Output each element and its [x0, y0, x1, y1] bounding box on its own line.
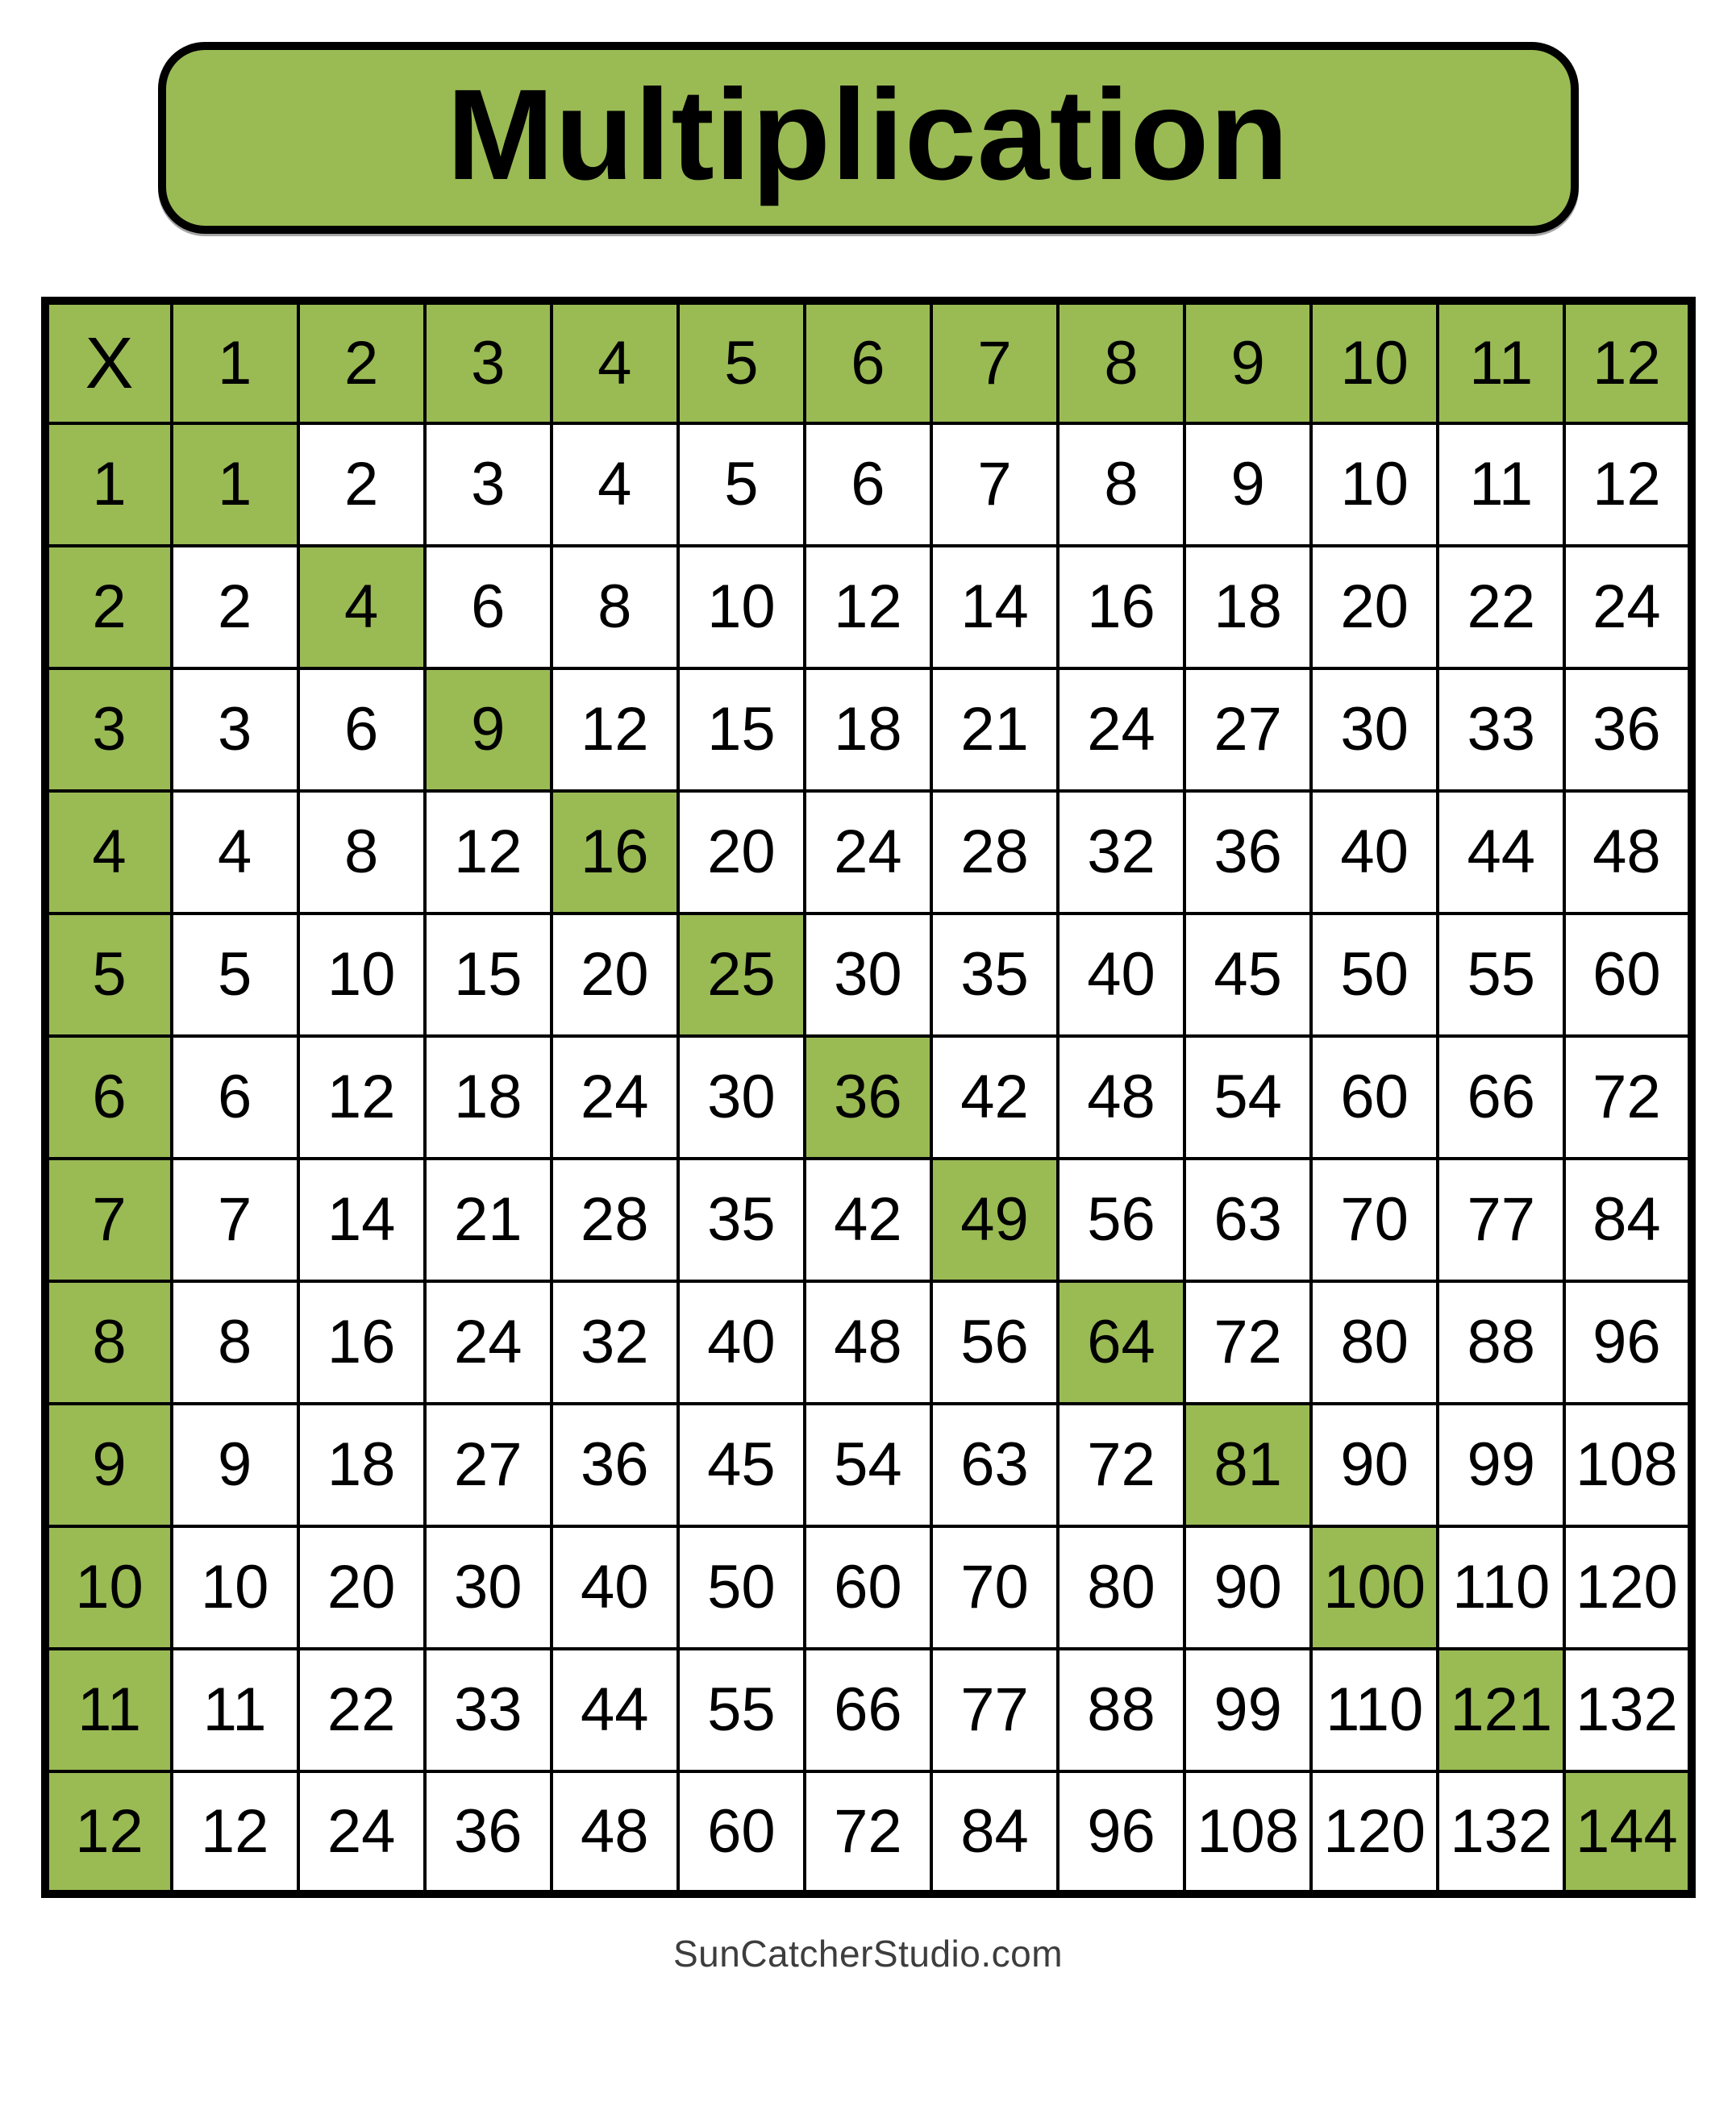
product-cell: 45: [678, 1404, 805, 1526]
product-cell: 72: [1564, 1036, 1691, 1159]
product-cell: 70: [1311, 1159, 1438, 1281]
product-cell: 12: [172, 1771, 298, 1894]
product-cell: 30: [1311, 668, 1438, 791]
product-cell: 72: [805, 1771, 931, 1894]
product-cell: 77: [1438, 1159, 1564, 1281]
product-cell: 27: [1184, 668, 1311, 791]
product-cell: 40: [678, 1281, 805, 1404]
product-cell: 15: [678, 668, 805, 791]
product-cell: 110: [1311, 1649, 1438, 1771]
product-cell: 60: [1311, 1036, 1438, 1159]
product-cell: 20: [1311, 546, 1438, 668]
footer-credit: SunCatcherStudio.com: [672, 1933, 1064, 1975]
product-cell: 50: [678, 1526, 805, 1649]
product-cell: 100: [1311, 1526, 1438, 1649]
product-cell: 25: [678, 914, 805, 1036]
row-header-cell: 6: [45, 1036, 172, 1159]
product-cell: 12: [425, 791, 552, 914]
product-cell: 49: [931, 1159, 1058, 1281]
product-cell: 50: [1311, 914, 1438, 1036]
product-cell: 30: [805, 914, 931, 1036]
col-header-cell: 6: [805, 301, 931, 423]
product-cell: 4: [552, 423, 678, 546]
row-header-cell: 12: [45, 1771, 172, 1894]
product-cell: 40: [1058, 914, 1184, 1036]
product-cell: 44: [552, 1649, 678, 1771]
product-cell: 81: [1184, 1404, 1311, 1526]
table-row: [45, 914, 1692, 1036]
product-cell: 72: [1184, 1281, 1311, 1404]
product-cell: 63: [1184, 1159, 1311, 1281]
product-cell: 20: [678, 791, 805, 914]
page-title: Multiplication: [446, 62, 1289, 206]
product-cell: 108: [1184, 1771, 1311, 1894]
table-row: [45, 1036, 1692, 1159]
product-cell: 12: [805, 546, 931, 668]
product-cell: 48: [1058, 1036, 1184, 1159]
product-cell: 3: [425, 423, 552, 546]
product-cell: 99: [1184, 1649, 1311, 1771]
product-cell: 18: [425, 1036, 552, 1159]
table-row: [45, 791, 1692, 914]
product-cell: 16: [552, 791, 678, 914]
product-cell: 24: [1564, 546, 1691, 668]
product-cell: 80: [1058, 1526, 1184, 1649]
row-header-cell: 7: [45, 1159, 172, 1281]
product-cell: 6: [172, 1036, 298, 1159]
product-cell: 32: [552, 1281, 678, 1404]
product-cell: 96: [1564, 1281, 1691, 1404]
product-cell: 48: [552, 1771, 678, 1894]
col-header-cell: 12: [1564, 301, 1691, 423]
product-cell: 1: [172, 423, 298, 546]
product-cell: 22: [1438, 546, 1564, 668]
col-header-cell: 7: [931, 301, 1058, 423]
title-banner: [158, 42, 1579, 234]
product-cell: 8: [298, 791, 425, 914]
row-header-cell: 11: [45, 1649, 172, 1771]
product-cell: 40: [552, 1526, 678, 1649]
product-cell: 32: [1058, 791, 1184, 914]
product-cell: 6: [425, 546, 552, 668]
product-cell: 64: [1058, 1281, 1184, 1404]
product-cell: 90: [1184, 1526, 1311, 1649]
product-cell: 8: [172, 1281, 298, 1404]
product-cell: 30: [678, 1036, 805, 1159]
col-header-cell: 8: [1058, 301, 1184, 423]
product-cell: 9: [1184, 423, 1311, 546]
product-cell: 96: [1058, 1771, 1184, 1894]
row-header-cell: 5: [45, 914, 172, 1036]
col-header-cell: 1: [172, 301, 298, 423]
product-cell: 8: [1058, 423, 1184, 546]
product-cell: 63: [931, 1404, 1058, 1526]
col-header-cell: 4: [552, 301, 678, 423]
product-cell: 36: [425, 1771, 552, 1894]
product-cell: 90: [1311, 1404, 1438, 1526]
product-cell: 18: [1184, 546, 1311, 668]
product-cell: 55: [1438, 914, 1564, 1036]
table-row: [45, 1771, 1692, 1894]
col-header-cell: 10: [1311, 301, 1438, 423]
product-cell: 35: [678, 1159, 805, 1281]
product-cell: 10: [1311, 423, 1438, 546]
product-cell: 99: [1438, 1404, 1564, 1526]
product-cell: 24: [425, 1281, 552, 1404]
row-header-cell: 4: [45, 791, 172, 914]
product-cell: 48: [805, 1281, 931, 1404]
product-cell: 56: [931, 1281, 1058, 1404]
table-row: [45, 1526, 1692, 1649]
col-header-cell: 2: [298, 301, 425, 423]
product-cell: 36: [1564, 668, 1691, 791]
product-cell: 55: [678, 1649, 805, 1771]
product-cell: 9: [425, 668, 552, 791]
row-header-cell: 2: [45, 546, 172, 668]
col-header-cell: 5: [678, 301, 805, 423]
product-cell: 12: [552, 668, 678, 791]
table-header-row: [45, 301, 1692, 423]
product-cell: 77: [931, 1649, 1058, 1771]
product-cell: 36: [1184, 791, 1311, 914]
multiplication-table: [41, 297, 1696, 1898]
product-cell: 28: [552, 1159, 678, 1281]
table-row: [45, 1404, 1692, 1526]
product-cell: 54: [805, 1404, 931, 1526]
product-cell: 27: [425, 1404, 552, 1526]
product-cell: 42: [805, 1159, 931, 1281]
product-cell: 5: [172, 914, 298, 1036]
col-header-cell: 11: [1438, 301, 1564, 423]
product-cell: 24: [298, 1771, 425, 1894]
product-cell: 120: [1311, 1771, 1438, 1894]
product-cell: 12: [1564, 423, 1691, 546]
product-cell: 36: [552, 1404, 678, 1526]
row-header-cell: 8: [45, 1281, 172, 1404]
product-cell: 54: [1184, 1036, 1311, 1159]
product-cell: 66: [805, 1649, 931, 1771]
product-cell: 70: [931, 1526, 1058, 1649]
product-cell: 16: [1058, 546, 1184, 668]
product-cell: 84: [1564, 1159, 1691, 1281]
product-cell: 42: [931, 1036, 1058, 1159]
product-cell: 132: [1564, 1649, 1691, 1771]
product-cell: 144: [1564, 1771, 1691, 1894]
product-cell: 24: [1058, 668, 1184, 791]
product-cell: 24: [552, 1036, 678, 1159]
product-cell: 44: [1438, 791, 1564, 914]
row-header-cell: 1: [45, 423, 172, 546]
product-cell: 15: [425, 914, 552, 1036]
product-cell: 21: [425, 1159, 552, 1281]
product-cell: 2: [298, 423, 425, 546]
product-cell: 33: [1438, 668, 1564, 791]
product-cell: 5: [678, 423, 805, 546]
product-cell: 60: [805, 1526, 931, 1649]
product-cell: 14: [298, 1159, 425, 1281]
product-cell: 18: [298, 1404, 425, 1526]
product-cell: 84: [931, 1771, 1058, 1894]
product-cell: 56: [1058, 1159, 1184, 1281]
product-cell: 88: [1438, 1281, 1564, 1404]
row-header-cell: 3: [45, 668, 172, 791]
product-cell: 4: [298, 546, 425, 668]
product-cell: 108: [1564, 1404, 1691, 1526]
product-cell: 28: [931, 791, 1058, 914]
table-row: [45, 1281, 1692, 1404]
product-cell: 10: [298, 914, 425, 1036]
product-cell: 22: [298, 1649, 425, 1771]
product-cell: 21: [931, 668, 1058, 791]
table-row: [45, 423, 1692, 546]
product-cell: 120: [1564, 1526, 1691, 1649]
product-cell: 4: [172, 791, 298, 914]
product-cell: 8: [552, 546, 678, 668]
product-cell: 7: [931, 423, 1058, 546]
product-cell: 121: [1438, 1649, 1564, 1771]
product-cell: 88: [1058, 1649, 1184, 1771]
product-cell: 9: [172, 1404, 298, 1526]
row-header-cell: 10: [45, 1526, 172, 1649]
table-row: [45, 546, 1692, 668]
product-cell: 16: [298, 1281, 425, 1404]
product-cell: 66: [1438, 1036, 1564, 1159]
product-cell: 132: [1438, 1771, 1564, 1894]
product-cell: 24: [805, 791, 931, 914]
product-cell: 20: [298, 1526, 425, 1649]
product-cell: 30: [425, 1526, 552, 1649]
product-cell: 33: [425, 1649, 552, 1771]
product-cell: 6: [805, 423, 931, 546]
product-cell: 11: [172, 1649, 298, 1771]
product-cell: 11: [1438, 423, 1564, 546]
product-cell: 20: [552, 914, 678, 1036]
product-cell: 72: [1058, 1404, 1184, 1526]
table-row: [45, 1159, 1692, 1281]
product-cell: 12: [298, 1036, 425, 1159]
product-cell: 60: [1564, 914, 1691, 1036]
product-cell: 10: [678, 546, 805, 668]
product-cell: 40: [1311, 791, 1438, 914]
product-cell: 36: [805, 1036, 931, 1159]
product-cell: 110: [1438, 1526, 1564, 1649]
product-cell: 3: [172, 668, 298, 791]
product-cell: 6: [298, 668, 425, 791]
col-header-cell: 9: [1184, 301, 1311, 423]
corner-cell: X: [45, 301, 172, 423]
product-cell: 2: [172, 546, 298, 668]
product-cell: 18: [805, 668, 931, 791]
row-header-cell: 9: [45, 1404, 172, 1526]
product-cell: 14: [931, 546, 1058, 668]
product-cell: 48: [1564, 791, 1691, 914]
product-cell: 80: [1311, 1281, 1438, 1404]
product-cell: 35: [931, 914, 1058, 1036]
col-header-cell: 3: [425, 301, 552, 423]
table-row: [45, 668, 1692, 791]
product-cell: 10: [172, 1526, 298, 1649]
table-row: [45, 1649, 1692, 1771]
page: [0, 42, 1736, 2106]
product-cell: 60: [678, 1771, 805, 1894]
product-cell: 45: [1184, 914, 1311, 1036]
product-cell: 7: [172, 1159, 298, 1281]
